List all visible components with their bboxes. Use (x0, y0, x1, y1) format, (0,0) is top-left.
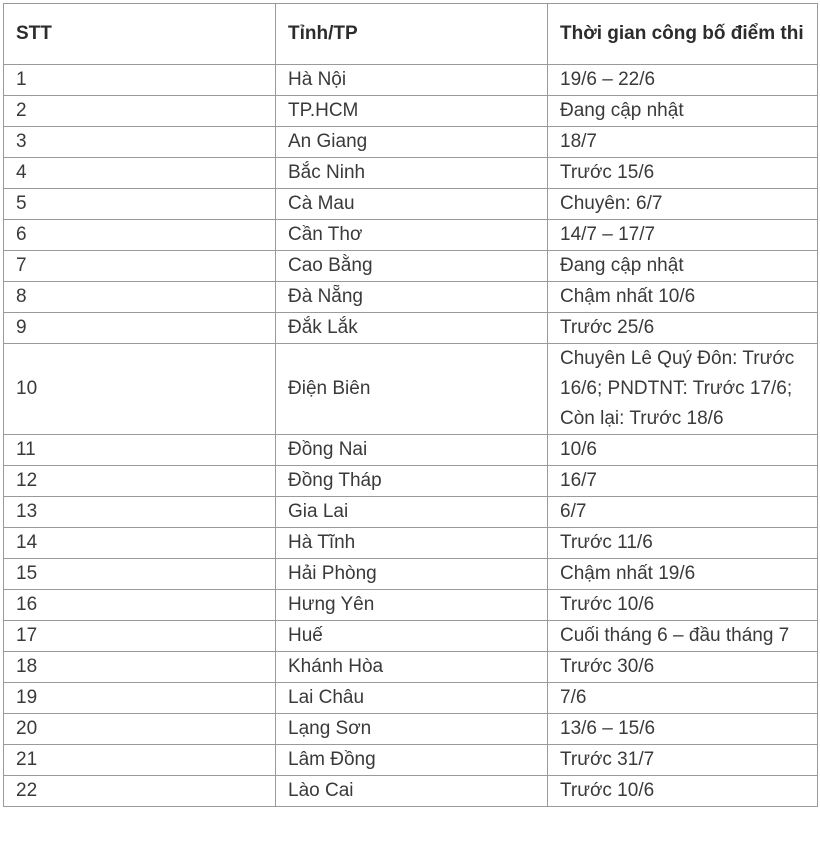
cell-province: Đắk Lắk (276, 313, 548, 344)
cell-province: TP.HCM (276, 96, 548, 127)
cell-province: Lâm Đồng (276, 745, 548, 776)
cell-province: Cao Bằng (276, 251, 548, 282)
table-row (4, 65, 818, 96)
table-row (4, 528, 818, 559)
header-province: Tỉnh/TP (276, 4, 548, 65)
cell-announcement-time: Trước 15/6 (548, 158, 818, 189)
cell-stt: 21 (4, 745, 276, 776)
table-row (4, 313, 818, 344)
cell-announcement-time: Cuối tháng 6 – đầu tháng 7 (548, 621, 818, 652)
cell-stt: 13 (4, 497, 276, 528)
cell-announcement-time: Chậm nhất 19/6 (548, 559, 818, 590)
cell-stt: 12 (4, 466, 276, 497)
cell-announcement-time: 18/7 (548, 127, 818, 158)
header-announcement-time: Thời gian công bố điểm thi (548, 4, 818, 65)
cell-announcement-time: Đang cập nhật (548, 251, 818, 282)
cell-stt: 22 (4, 776, 276, 807)
cell-stt: 19 (4, 683, 276, 714)
cell-announcement-time: Chuyên Lê Quý Đôn: Trước 16/6; PNDTNT: Trước 17/6; Còn lại: Trước 18/6 (548, 344, 818, 435)
cell-stt: 20 (4, 714, 276, 745)
cell-stt: 14 (4, 528, 276, 559)
cell-stt: 16 (4, 590, 276, 621)
cell-stt: 7 (4, 251, 276, 282)
cell-stt: 8 (4, 282, 276, 313)
header-stt: STT (4, 4, 276, 65)
cell-province: Đồng Nai (276, 435, 548, 466)
table-row (4, 590, 818, 621)
cell-stt: 11 (4, 435, 276, 466)
table-header (4, 4, 818, 65)
cell-announcement-time: 6/7 (548, 497, 818, 528)
cell-announcement-time: Trước 25/6 (548, 313, 818, 344)
cell-province: Lai Châu (276, 683, 548, 714)
cell-province: Cần Thơ (276, 220, 548, 251)
cell-announcement-time: Chậm nhất 10/6 (548, 282, 818, 313)
cell-stt: 4 (4, 158, 276, 189)
cell-announcement-time: 13/6 – 15/6 (548, 714, 818, 745)
table-row (4, 344, 818, 435)
cell-province: An Giang (276, 127, 548, 158)
table-row (4, 251, 818, 282)
cell-province: Điện Biên (276, 344, 548, 435)
cell-province: Cà Mau (276, 189, 548, 220)
cell-announcement-time: Trước 10/6 (548, 776, 818, 807)
cell-province: Huế (276, 621, 548, 652)
cell-announcement-time: Chuyên: 6/7 (548, 189, 818, 220)
cell-stt: 18 (4, 652, 276, 683)
table-row (4, 776, 818, 807)
cell-province: Hà Tĩnh (276, 528, 548, 559)
table-row (4, 745, 818, 776)
cell-announcement-time: 14/7 – 17/7 (548, 220, 818, 251)
cell-announcement-time: 10/6 (548, 435, 818, 466)
exam-score-schedule-table (3, 3, 818, 807)
table-row (4, 466, 818, 497)
cell-stt: 9 (4, 313, 276, 344)
table-row (4, 497, 818, 528)
table-row (4, 189, 818, 220)
table-row (4, 652, 818, 683)
table-row (4, 127, 818, 158)
table-row (4, 435, 818, 466)
table-row (4, 621, 818, 652)
cell-announcement-time: Trước 11/6 (548, 528, 818, 559)
header-row (4, 4, 818, 65)
table-row (4, 282, 818, 313)
cell-announcement-time: Trước 31/7 (548, 745, 818, 776)
cell-province: Gia Lai (276, 497, 548, 528)
cell-announcement-time: 7/6 (548, 683, 818, 714)
cell-announcement-time: Đang cập nhật (548, 96, 818, 127)
cell-stt: 6 (4, 220, 276, 251)
cell-province: Lạng Sơn (276, 714, 548, 745)
cell-stt: 5 (4, 189, 276, 220)
cell-stt: 3 (4, 127, 276, 158)
table-row (4, 714, 818, 745)
cell-province: Đồng Tháp (276, 466, 548, 497)
table-row (4, 559, 818, 590)
table-body (4, 65, 818, 807)
table-row (4, 220, 818, 251)
cell-province: Hà Nội (276, 65, 548, 96)
cell-stt: 1 (4, 65, 276, 96)
cell-province: Bắc Ninh (276, 158, 548, 189)
cell-announcement-time: 19/6 – 22/6 (548, 65, 818, 96)
table-row (4, 96, 818, 127)
table-row (4, 158, 818, 189)
cell-province: Hải Phòng (276, 559, 548, 590)
cell-stt: 17 (4, 621, 276, 652)
cell-province: Hưng Yên (276, 590, 548, 621)
table-row (4, 683, 818, 714)
cell-announcement-time: Trước 30/6 (548, 652, 818, 683)
cell-stt: 15 (4, 559, 276, 590)
cell-announcement-time: 16/7 (548, 466, 818, 497)
cell-announcement-time: Trước 10/6 (548, 590, 818, 621)
cell-stt: 10 (4, 344, 276, 435)
cell-province: Khánh Hòa (276, 652, 548, 683)
cell-province: Lào Cai (276, 776, 548, 807)
cell-stt: 2 (4, 96, 276, 127)
cell-province: Đà Nẵng (276, 282, 548, 313)
